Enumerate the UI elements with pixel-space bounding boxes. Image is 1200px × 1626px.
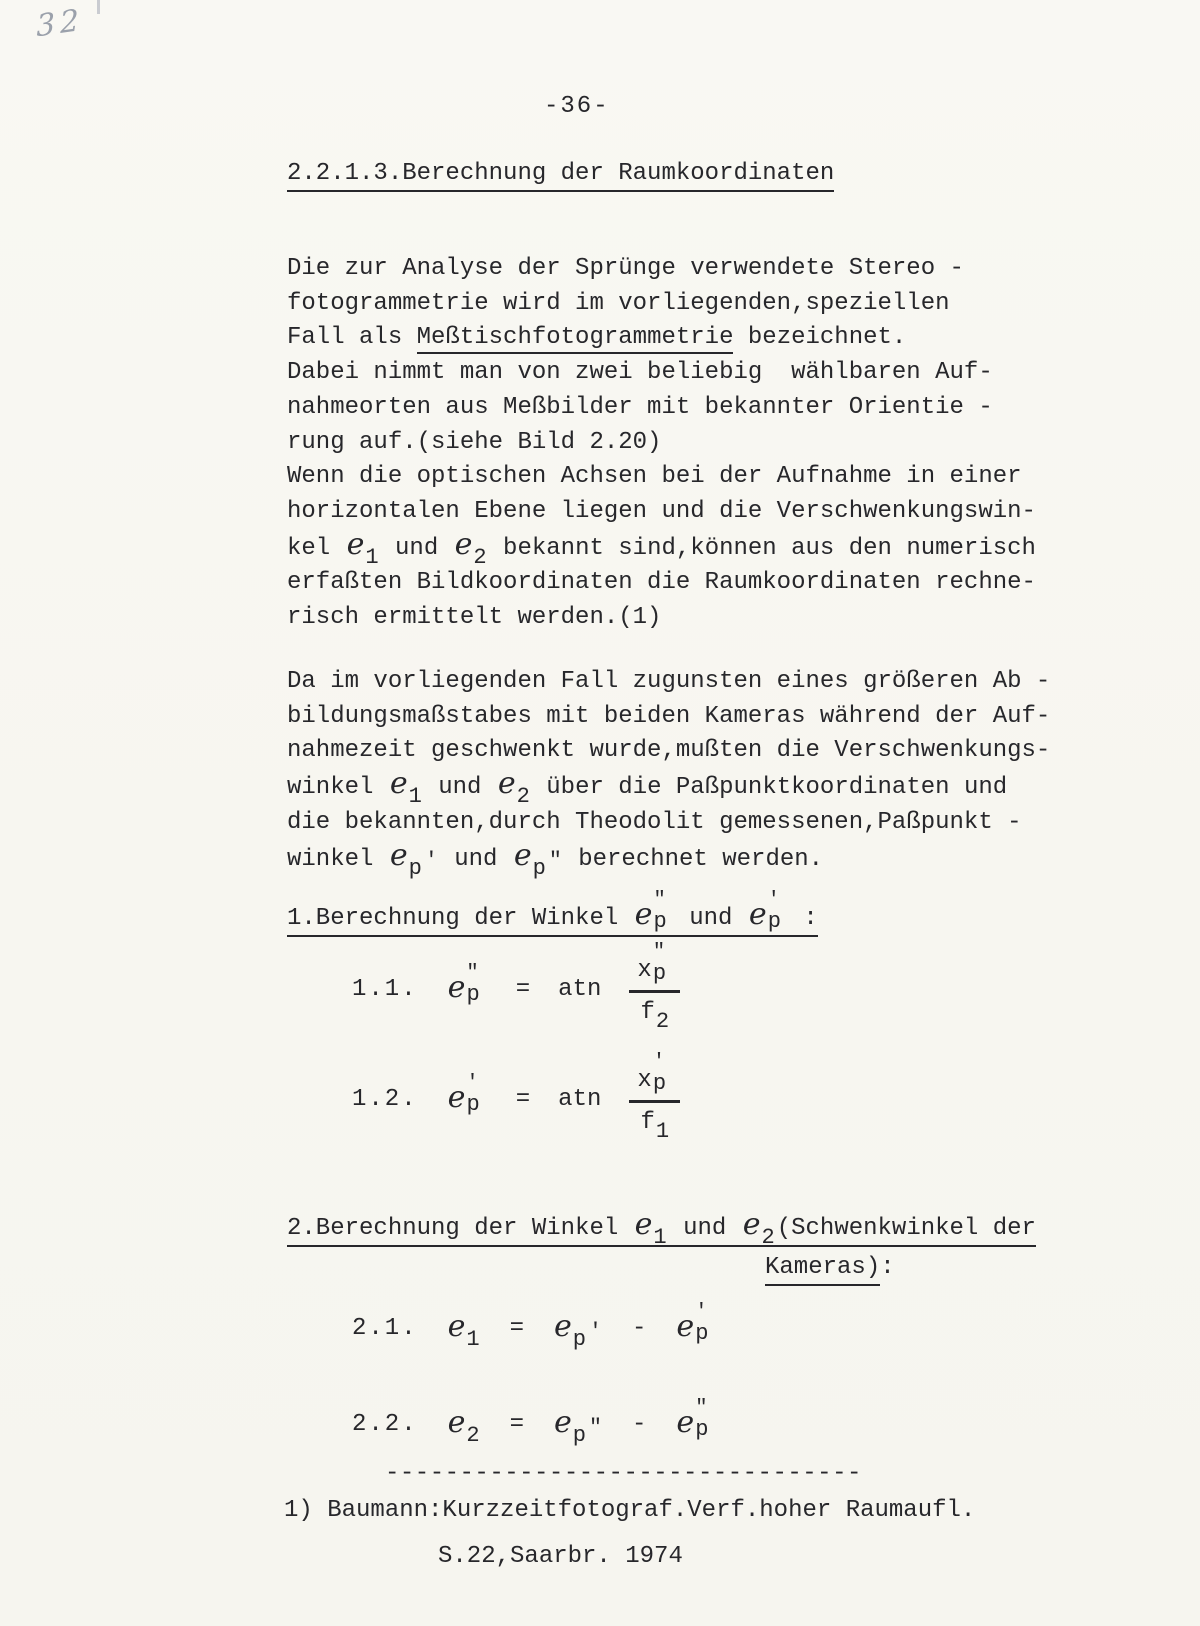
subsection-heading-2-wrap <box>287 1207 1036 1251</box>
angle-symbol-phi-p-doubleprime-measured: ℯp ″ <box>554 1405 603 1449</box>
footnote-source-line: S.22,Saarbr. 1974 <box>438 1543 683 1570</box>
minus-sign: - <box>632 1410 647 1438</box>
fraction <box>629 1050 680 1145</box>
angle-symbol-phi-2: ℯ2 <box>447 1405 480 1449</box>
formula-1-2 <box>352 1050 680 1145</box>
formula-1-1 <box>352 940 680 1035</box>
formula-2-2 <box>352 1396 717 1449</box>
fraction-numerator: x ′ p <box>637 1050 667 1097</box>
fraction-bar <box>629 990 680 993</box>
section-heading-wrap <box>287 160 834 192</box>
dashed-separator: -------------------------------- <box>385 1460 862 1487</box>
angle-symbol-phi-prime-p: ℯ ′ p <box>676 1300 709 1347</box>
page-number: -36- <box>544 93 610 120</box>
section-heading: 2.2.1.3.Berechnung der Raumkoordinaten <box>287 160 834 192</box>
formula-2-2-label: 2.2. <box>352 1410 418 1438</box>
formula-1-2-label: 1.2. <box>352 1085 418 1113</box>
subsection-heading-2-line2-wrap <box>765 1254 895 1286</box>
formula-2-1 <box>352 1300 717 1353</box>
angle-symbol-phi-doubleprime-p: ℯ ″ p <box>676 1396 709 1443</box>
paragraph-2: Da im vorliegenden Fall zugunsten eines größeren Ab - bildungsmaßstabes mit beiden Kameras während der Auf- nahmezeit geschwenkt wurde,mußten die Verschwenkungs- winkel ℯ1 und ℯ2 über die Paßpunktkoordinaten und die bekannten,durch Theodolit gemessenen,Paßpunkt - winkel ℯp ′ und ℯp ″ berechnet werden. <box>287 668 1051 881</box>
angle-symbol-phi-p-prime-measured: ℯp ′ <box>554 1309 603 1353</box>
handwritten-page-note: 32 <box>35 2 85 45</box>
formula-2-1-label: 2.1. <box>352 1314 418 1342</box>
subsection-heading-1-wrap <box>287 888 818 937</box>
equals-sign: = <box>515 1085 531 1113</box>
equals-sign: = <box>509 1314 525 1342</box>
paragraph-1: Die zur Analyse der Sprünge verwendete Stereo - fotogrammetrie wird im vorliegenden,speziellen Fall als Meßtischfotogrammetrie bezeichnet. Dabei nimmt man von zwei beliebig wählbaren Auf- nahmeorten aus Meßbilder mit bekannter Orientie - rung auf.(siehe Bild 2.20) Wenn die optischen Achsen bei der Aufnahme in einer horizontalen Ebene liegen und die Verschwenkungswin- kel ℯ1 und ℯ2 bekannt sind,können aus den numerisch erfaßten Bildkoordinaten die Raumkoordinaten rechne- risch ermittelt werden.(1) <box>287 255 1036 632</box>
fraction-bar <box>629 1100 680 1103</box>
arctan-function: atn <box>558 1085 602 1113</box>
angle-symbol-phi-1: ℯ1 <box>447 1309 480 1353</box>
subsection-heading-2-line1: 2.Berechnung der Winkel ℯ1 und ℯ2(Schwenkwinkel der <box>287 1207 1036 1251</box>
footnote-reference: 1) Baumann:Kurzzeitfotograf.Verf.hoher Raumaufl. <box>284 1497 976 1524</box>
scan-artifact <box>97 0 100 14</box>
arctan-function: atn <box>558 975 602 1003</box>
subsection-heading-1: 1.Berechnung der Winkel ℯ ″ p und ℯ ′ p : <box>287 900 818 937</box>
equals-sign: = <box>509 1410 525 1438</box>
angle-symbol-phi-p-prime: ℯ ′ p <box>447 1071 480 1118</box>
fraction-denominator: f1 <box>640 1109 670 1145</box>
fraction-numerator: x ″ p <box>637 940 667 987</box>
fraction <box>629 940 680 1035</box>
heading-colon: : <box>880 1254 895 1281</box>
minus-sign: - <box>632 1314 647 1342</box>
formula-1-1-label: 1.1. <box>352 975 418 1003</box>
equals-sign: = <box>515 975 531 1003</box>
subsection-heading-2-line2: Kameras) <box>765 1254 880 1286</box>
angle-symbol-phi-p-doubleprime: ℯ ″ p <box>447 961 480 1008</box>
fraction-denominator: f2 <box>640 999 670 1035</box>
